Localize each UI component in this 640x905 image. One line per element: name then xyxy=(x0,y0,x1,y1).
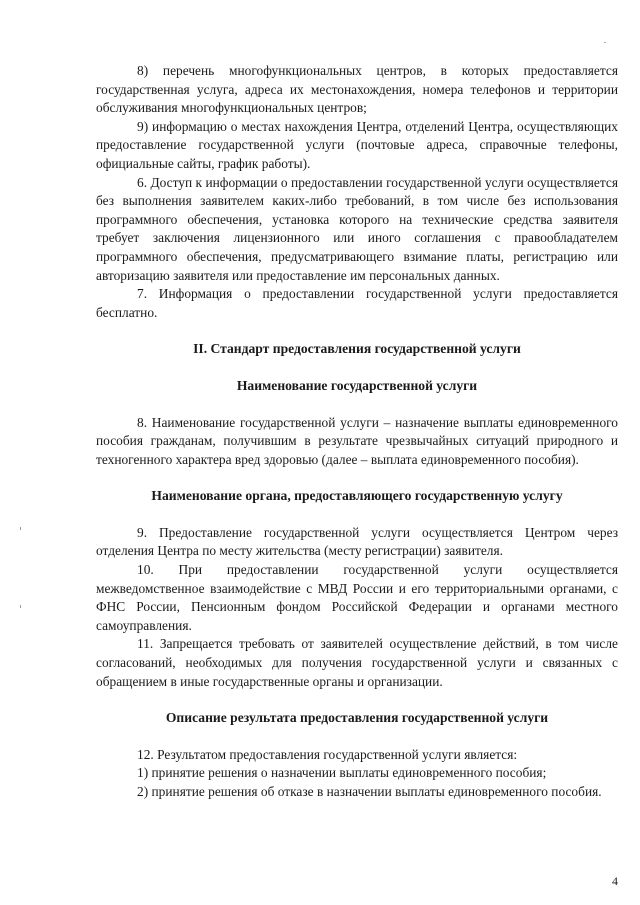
paragraph-10: 10. При предоставлении государственной услуги осуществляется межведомственное взаимодействие с МВД России и его территориальными органами, с ФНС России, Пенсионным фондом Российской Федерации и органами местного самоуправления. xyxy=(96,562,618,633)
section-title: II. Стандарт предоставления государственной услуги xyxy=(193,341,521,357)
scan-artifact xyxy=(20,605,21,608)
paragraph-item-8: 8) перечень многофункциональных центров, в которых предоставляется государственная услуга, адреса их местонахождения, номера телефонов и территории обслуживания многофункциональных центров; xyxy=(96,63,618,116)
scan-artifact xyxy=(20,527,21,530)
paragraph-9: 9. Предоставление государственной услуги осуществляется Центром через отделения Центра по месту жительства (месту регистрации) заявителя. xyxy=(96,524,618,559)
heading-service-name: Наименование государственной услуги xyxy=(236,377,478,393)
page-number: 4 xyxy=(612,874,618,888)
heading-result: Описание результата предоставления государственной услуги xyxy=(165,710,549,726)
paragraph-12: 12. Результатом предоставления государственной услуги является: xyxy=(137,746,518,762)
paragraph-7: 7. Информация о предоставлении государственной услуги предоставляется бесплатно. xyxy=(96,286,618,320)
heading-authority: Наименование органа, предоставляющего государственную услугу xyxy=(151,488,563,504)
paragraph-8: 8. Наименование государственной услуги – назначение выплаты единовременного пособия гражданам, получившим в результате чрезвычайных ситуаций природного и техногенного характера вред здоровью (далее – выплата единовременного пособия). xyxy=(96,414,618,467)
result-item-1: 1) принятие решения о назначении выплаты единовременного пособия; xyxy=(137,765,547,781)
paragraph-item-9: 9) информацию о местах нахождения Центра, отделений Центра, осуществляющих предоставление государственной услуги (почтовые адреса, справочные телефоны, официальные сайты, график работы). xyxy=(96,118,618,171)
scan-artifact xyxy=(604,42,606,43)
document-body xyxy=(96,62,618,802)
result-item-2: 2) принятие решения об отказе в назначении выплаты единовременного пособия. xyxy=(137,784,602,799)
paragraph-6: 6. Доступ к информации о предоставлении государственной услуги осуществляется без выполнения заявителем каких-либо требований, в том числе без использования программного обеспечения, установка которого на технические средства заявителя требует заключения лицензионного или иного соглашения с правообладателем программного обеспечения, предусматривающего взимание платы, регистрацию или авторизацию заявителя или предоставление им персональных данных. xyxy=(96,174,618,283)
paragraph-11: 11. Запрещается требовать от заявителей осуществление действий, в том числе согласований, необходимых для получения государственной услуги и связанных с обращением в иные государственные органы и организации. xyxy=(96,636,618,689)
